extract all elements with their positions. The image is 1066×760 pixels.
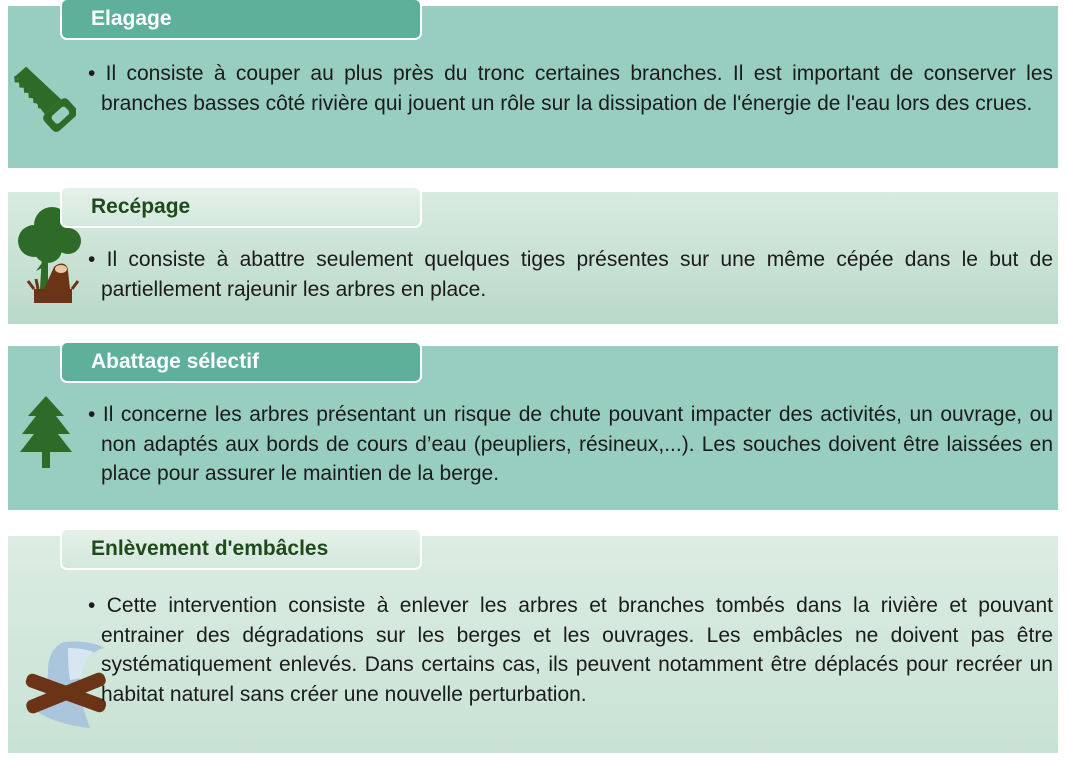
section-text-elagage: • Il consiste à couper au plus près du tronc certaines branches. Il est important de conserver les branches basses côté rivière qui jouent un rôle sur la dissipation de l'énergie de l'eau lors des crues. [88, 62, 1053, 115]
section-title-enlevement-embacles: Enlèvement d'embâcles [60, 528, 422, 570]
section-title-recepage: Recépage [60, 186, 422, 228]
conifer-icon [20, 396, 72, 468]
section-title-abattage-selectif: Abattage sélectif [60, 341, 422, 383]
section-text-abattage-selectif: • Il concerne les arbres présentant un risque de chute pouvant impacter des activités, un ouvrage, ou non adaptés aux bords de cours d’eau (peupliers, résineux,...). Les souches doivent être laissées en place pour assurer le maintien de la berge. [88, 403, 1053, 485]
section-title-elagage: Elagage [60, 0, 422, 40]
saw-icon [14, 60, 76, 136]
section-text-enlevement-embacles: • Cette intervention consiste à enlever les arbres et branches tombés dans la rivière et pouvant entrainer des dégradations sur les berges et les ouvrages. Les embâcles ne doivent pas être systématiquement enlevés. Dans certains cas, ils peuvent notamment être déplacés pour recréer un habitat naturel sans créer une nouvelle perturbation. [88, 594, 1053, 706]
section-text-recepage: • Il consiste à abattre seulement quelques tiges présentes sur une même cépée dans le but de partiellement rajeunir les arbres en place. [88, 248, 1053, 301]
